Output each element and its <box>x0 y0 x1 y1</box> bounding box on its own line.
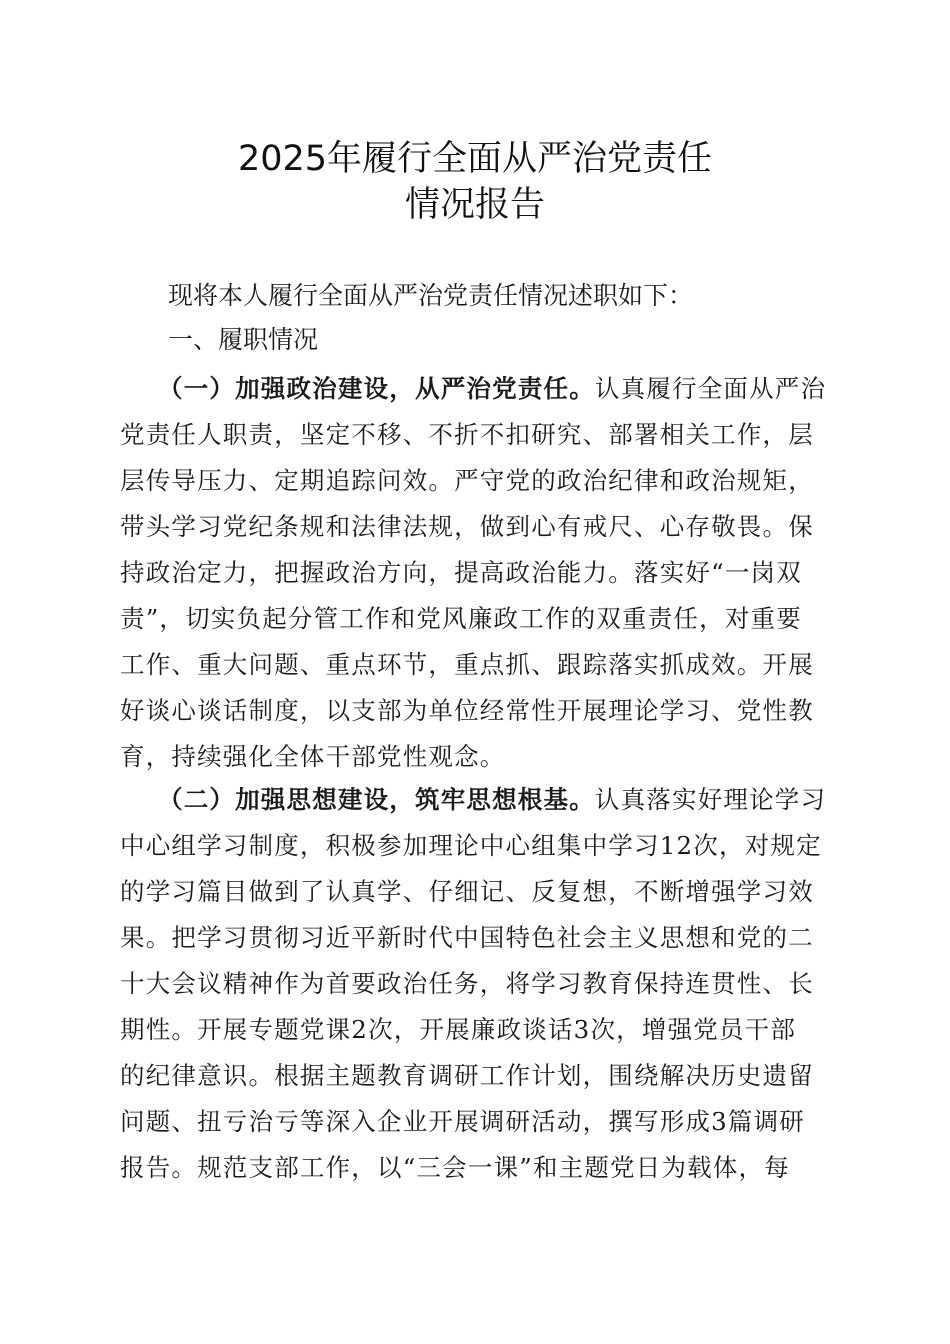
section-1-line-6: 工作、重大问题、重点环节，重点抓、跟踪落实抓成效。开展 <box>120 650 814 679</box>
document-title-line-2: 情况报告 <box>404 185 545 225</box>
section-2-line-8: 报告。规范支部工作，以“三会一课”和主题党日为载体，每 <box>120 1153 790 1182</box>
section-2-line-0: 认真落实好理论学习 <box>594 785 827 814</box>
section-1-line-0: 认真履行全面从严治 <box>594 374 827 403</box>
section-1-paragraph <box>120 366 830 780</box>
document-title-line-1: 2025年履行全面从严治党责任 <box>237 139 713 179</box>
intro-paragraph: 现将本人履行全面从严治党责任情况述职如下： <box>168 281 694 310</box>
section-2-line-6: 的纪律意识。根据主题教育调研工作计划，围绕解决历史遗留 <box>120 1061 814 1090</box>
section-2-line-1: 中心组学习制度，积极参加理论中心组集中学习12次，对规定 <box>120 831 822 860</box>
section-1-line-1: 党责任人职责，坚定不移、不折不扣研究、部署相关工作，层 <box>120 420 814 449</box>
section-2-line-5: 期性。开展专题党课2次，开展廉政谈话3次，增强党员干部 <box>120 1015 797 1044</box>
section-1-line-8: 育，持续强化全体干部党性观念。 <box>120 742 506 771</box>
section-1-line-2: 层传导压力、定期追踪问效。严守党的政治纪律和政治规矩， <box>120 466 814 495</box>
section-1-line-3: 带头学习党纪条规和法律法规，做到心有戒尺、心存敬畏。保 <box>120 512 814 541</box>
section-1-first-line <box>120 366 830 412</box>
section-2-line-7: 问题、扭亏治亏等深入企业开展调研活动，撰写形成3篇调研 <box>120 1107 805 1136</box>
section-2-paragraph <box>120 777 830 1191</box>
section-1-lead: （一）加强政治建设，从严治党责任。 <box>158 374 595 403</box>
section-2-line-3: 果。把学习贯彻习近平新时代中国特色社会主义思想和党的二 <box>120 923 814 952</box>
section-2-line-4: 十大会议精神作为首要政治任务，将学习教育保持连贯性、长 <box>120 969 814 998</box>
section-2-first-line <box>120 777 830 823</box>
section-1-line-4: 持政治定力，把握政治方向，提高政治能力。落实好“一岗双 <box>120 558 802 587</box>
section-2-lead: （二）加强思想建设，筑牢思想根基。 <box>158 785 595 814</box>
section-1-line-5: 责”，切实负起分管工作和党风廉政工作的双重责任，对重要 <box>120 604 802 633</box>
section-1-line-7: 好谈心谈话制度，以支部为单位经常性开展理论学习、党性教 <box>120 696 814 725</box>
section-2-line-2: 的学习篇目做到了认真学、仔细记、反复想，不断增强学习效 <box>120 877 814 906</box>
section-heading-1: 一、履职情况 <box>168 325 319 354</box>
